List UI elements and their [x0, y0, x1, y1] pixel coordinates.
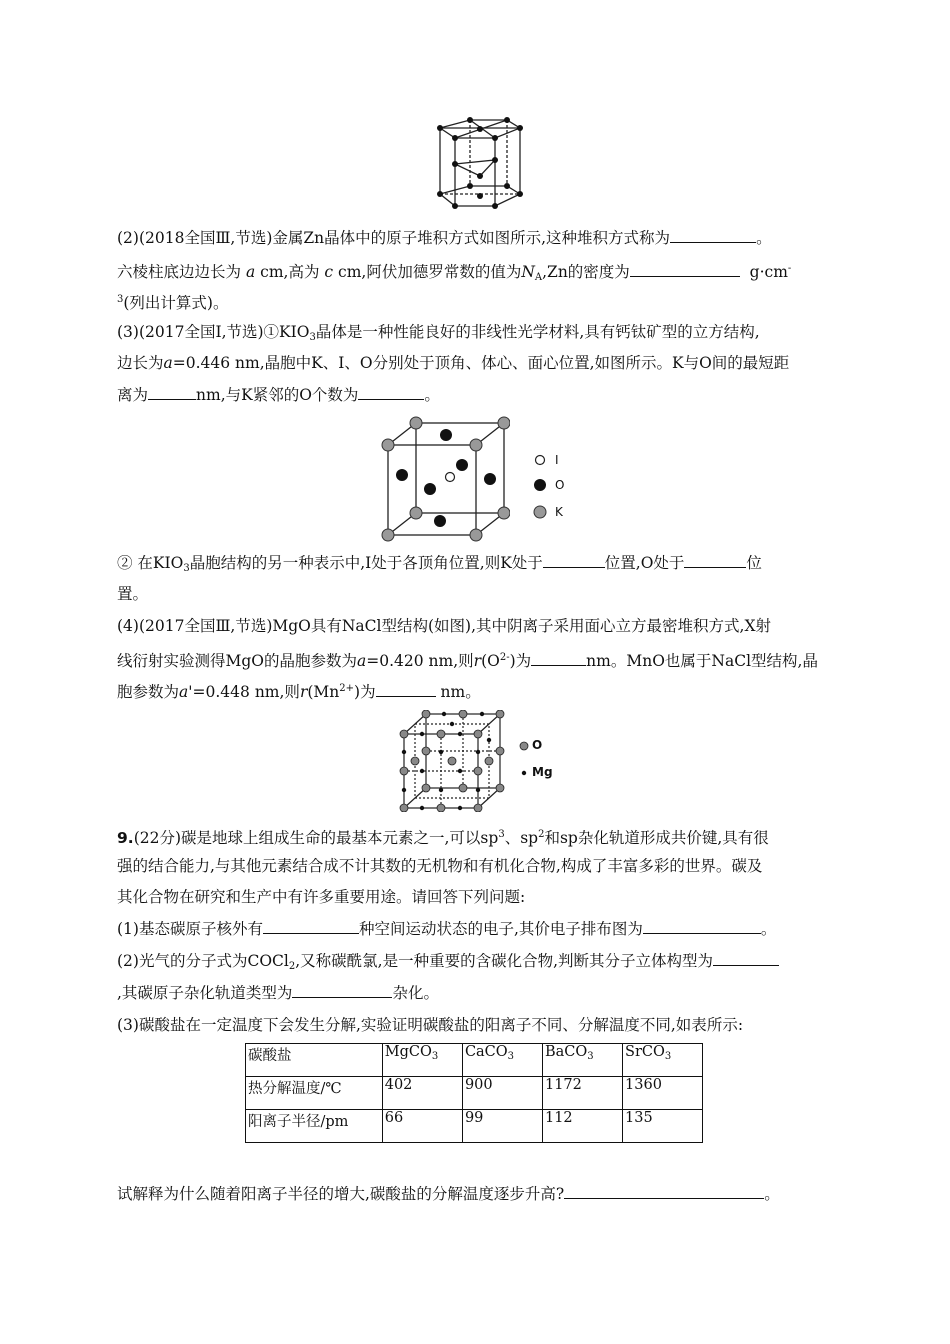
- table-cell: 1360: [623, 1077, 703, 1110]
- table-cell: 66: [382, 1110, 462, 1143]
- part2-text-d: cm,高为: [260, 263, 320, 281]
- part3-text-f: nm,与K紧邻的O个数为: [196, 386, 359, 404]
- part3-text-e: 离为: [117, 386, 149, 404]
- part3-q2-c: 位置,O处于: [604, 554, 685, 572]
- table-cell: 99: [462, 1110, 542, 1143]
- q9-text-d: 强的结合能力,与其他元素结合成不计其数的无机物和有机化合物,构成了丰富多彩的世界。碳及: [117, 857, 763, 875]
- part4-text-i: (Mn: [307, 683, 340, 701]
- table-cell: 1172: [542, 1077, 622, 1110]
- part4-text-b: 线衍射实验测得MgO的晶胞参数为: [117, 652, 358, 670]
- part2-line1: [117, 228, 772, 248]
- q9-sub2-line2: [117, 983, 439, 1003]
- q9-s1-b: 种空间运动状态的电子,其价电子排布图为: [358, 920, 643, 938]
- part4-line2: [117, 648, 818, 671]
- q9-s2-c: ,其碳原子杂化轨道类型为: [117, 984, 293, 1002]
- part3-q2-line1: [117, 553, 762, 579]
- var-a-prime: a': [179, 683, 193, 701]
- part3-text-g: 。: [424, 386, 440, 404]
- q9-line1: [117, 825, 769, 848]
- var-a-2: a: [163, 354, 173, 372]
- q9-line3: [117, 887, 525, 907]
- part2-text-b: 。: [756, 229, 772, 247]
- sp3-sup: 3: [498, 829, 505, 840]
- table-header-row: [246, 1044, 703, 1077]
- q9-text-b: 、sp: [504, 829, 539, 847]
- q9-s3: (3)碳酸盐在一定温度下会发生分解,实验证明碳酸盐的阳离子不同、分解温度不同,如表所示:: [117, 1016, 744, 1034]
- answer-blank-explanation[interactable]: [564, 1184, 764, 1199]
- kio3-legend-markers: [532, 453, 548, 523]
- part4-text-c: =0.420 nm,则: [366, 652, 474, 670]
- legend-k: K: [555, 505, 563, 519]
- q9-final-b: 。: [764, 1185, 780, 1203]
- q9-s1-c: 。: [760, 920, 777, 938]
- mgo-cell-figure: [396, 710, 506, 812]
- part4-line3: [117, 679, 481, 702]
- table-cell: 阳离子半径/pm: [246, 1110, 383, 1143]
- var-a-3: a: [357, 652, 367, 670]
- part4-text-d: (O: [481, 652, 500, 670]
- part3-q2-sub: 3: [183, 563, 190, 574]
- mn-charge-sup: 2+: [339, 683, 355, 694]
- table-header-cell: BaCO$_3$: [542, 1044, 622, 1077]
- answer-blank-hybridization[interactable]: [292, 983, 392, 998]
- answer-blank-packing[interactable]: [670, 228, 756, 243]
- mgo-legend-markers: [518, 740, 530, 780]
- var-r-2: r: [299, 683, 308, 701]
- o-charge-sup: 2-: [499, 652, 510, 663]
- q9-s2-sub: 2: [288, 961, 296, 972]
- q9-sub1: [117, 919, 776, 939]
- part2-text-e: cm,阿伏加德罗常数的值为: [338, 263, 522, 281]
- part2-text-a: (2)(2018全国Ⅲ,节选)金属Zn晶体中的原子堆积方式如图所示,这种堆积方式称为: [117, 229, 671, 247]
- part3-q2-line2: [117, 584, 148, 604]
- table-cell: 402: [382, 1077, 462, 1110]
- q9-text-c: 和sp杂化轨道形成共价键,具有很: [544, 829, 769, 847]
- legend-mgo-mg: Mg: [532, 765, 553, 779]
- legend-o: O: [555, 478, 565, 492]
- q9-text-a: (22分)碳是地球上组成生命的最基本元素之一,可以sp: [133, 829, 499, 847]
- part3-line1: [117, 322, 760, 348]
- table-cell: 热分解温度/℃: [246, 1077, 383, 1110]
- part4-text-a: (4)(2017全国Ⅲ,节选)MgO具有NaCl型结构(如图),其中阴离子采用面心立方最密堆积方式,X射: [117, 617, 771, 635]
- table-row: [246, 1077, 703, 1110]
- part3-q2-a: ② 在KIO: [117, 554, 184, 572]
- hcp-zn-figure: [425, 116, 535, 216]
- part2-line3-sup: 3: [117, 294, 124, 305]
- part2-text-f: ,Zn的密度为: [542, 263, 630, 281]
- q9-final-a: 试解释为什么随着阳离子半径的增大,碳酸盐的分解温度逐步升高?: [117, 1185, 565, 1203]
- answer-blank-k-position[interactable]: [543, 553, 605, 568]
- q9-s2-b: ,又称碳酰氯,是一种重要的含碳化合物,判断其分子立体构型为: [295, 952, 714, 970]
- var-a: a: [245, 263, 256, 281]
- q9-s1-a: (1)基态碳原子核外有: [117, 920, 263, 938]
- var-c: c: [324, 263, 334, 281]
- answer-blank-orbital-diagram[interactable]: [643, 919, 761, 934]
- part4-text-f: nm。MnO也属于NaCl型结构,晶: [586, 652, 818, 670]
- part2-unit: g·cm: [749, 263, 788, 281]
- var-r: r: [473, 652, 482, 670]
- table-cell: 135: [623, 1110, 703, 1143]
- q9-number: 9.: [117, 829, 134, 847]
- part2-line3: [117, 290, 228, 313]
- part3-q2-b: 晶胞结构的另一种表示中,I处于各顶角位置,则K处于: [189, 554, 543, 572]
- table-header-cell: MgCO$_3$: [382, 1044, 462, 1077]
- part3-q2-e: 置。: [117, 585, 149, 603]
- part2-unit-sup: -: [787, 263, 792, 274]
- part4-text-g: 胞参数为: [117, 683, 180, 701]
- table-row: [246, 1110, 703, 1143]
- answer-blank-distance[interactable]: [148, 385, 196, 400]
- legend-mgo-o: O: [532, 738, 543, 752]
- table-header-cell: CaCO$_3$: [462, 1044, 542, 1077]
- answer-blank-electron-states[interactable]: [263, 919, 359, 934]
- answer-blank-density[interactable]: [630, 262, 740, 277]
- var-NA-sub: A: [534, 272, 543, 283]
- answer-blank-r-o[interactable]: [531, 651, 586, 666]
- part3-text-b: 晶体是一种性能良好的非线性光学材料,具有钙钛矿型的立方结构,: [315, 323, 760, 341]
- part3-q2-d: 位: [746, 554, 762, 572]
- part4-text-k: nm。: [440, 683, 481, 701]
- q9-sub2-line1: [117, 951, 779, 977]
- part3-text-c: 边长为: [117, 354, 164, 372]
- kio3-cell-figure: [380, 415, 510, 543]
- part2-line2: [117, 259, 791, 288]
- answer-blank-geometry[interactable]: [713, 951, 779, 966]
- table-header-cell: 碳酸盐: [246, 1044, 383, 1077]
- part4-line1: [117, 616, 771, 636]
- part3-text-d: =0.446 nm,晶胞中K、I、O分别处于顶角、体心、面心位置,如图所示。K与O间的最短距: [172, 354, 790, 372]
- part3-text-a: (3)(2017全国Ⅰ,节选)①KIO: [117, 323, 310, 341]
- answer-blank-o-count[interactable]: [358, 385, 424, 400]
- q9-s2-d: 杂化。: [392, 984, 439, 1002]
- carbonate-table: [245, 1043, 703, 1143]
- q9-final: [117, 1184, 780, 1204]
- q9-s2-a: (2)光气的分子式为COCl: [117, 952, 289, 970]
- q9-sub3: [117, 1015, 743, 1035]
- sp2-sup: 2: [538, 829, 545, 840]
- part4-text-e: )为: [509, 652, 532, 670]
- q9-text-e: 其化合物在研究和生产中有许多重要用途。请回答下列问题:: [117, 888, 526, 906]
- part2-text-c: 六棱柱底边边长为: [117, 263, 242, 281]
- table-cell: 112: [542, 1110, 622, 1143]
- part3-line2: [117, 353, 789, 373]
- part4-text-h: =0.448 nm,则: [192, 683, 300, 701]
- part4-text-j: )为: [354, 683, 376, 701]
- part2-text-g: (列出计算式)。: [123, 294, 229, 312]
- q9-line2: [117, 856, 762, 876]
- part3-line3: [117, 385, 440, 405]
- part3-sub: 3: [309, 332, 316, 343]
- answer-blank-r-mn[interactable]: [376, 682, 436, 697]
- table-cell: 900: [462, 1077, 542, 1110]
- legend-i: I: [555, 453, 559, 467]
- answer-blank-o-position[interactable]: [684, 553, 746, 568]
- var-NA: N: [521, 263, 535, 281]
- table-header-cell: SrCO$_3$: [623, 1044, 703, 1077]
